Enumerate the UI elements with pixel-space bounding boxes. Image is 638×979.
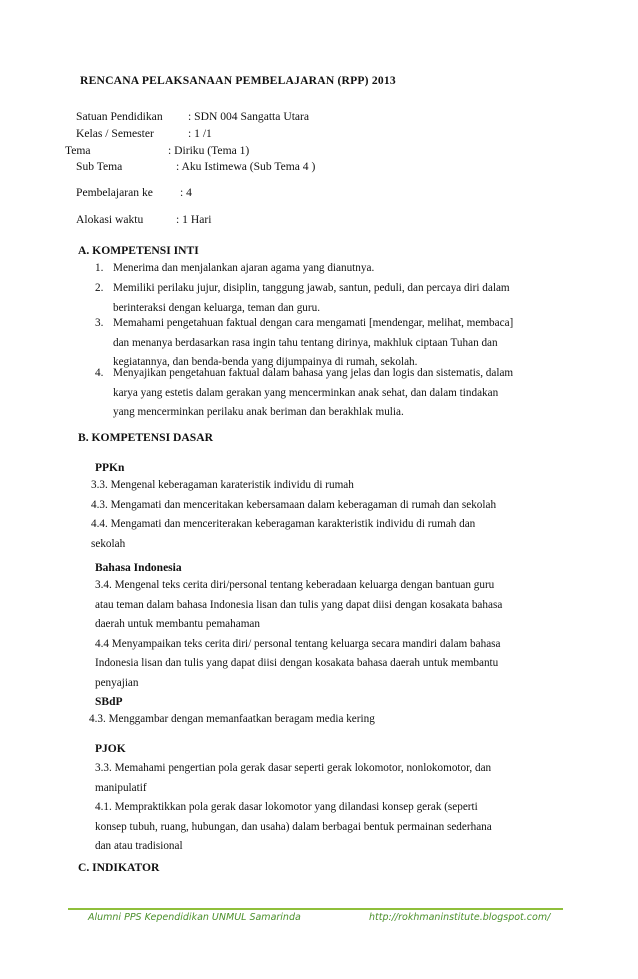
section-a-heading: A. KOMPETENSI INTI — [78, 244, 199, 257]
meta-label-subtema: Sub Tema — [76, 160, 123, 173]
kd-line: 4.4. Mengamati dan menceriterakan keberagaman karakteristik individu di rumah dan — [91, 518, 476, 531]
kd-line: Indonesia lisan dan tulis yang dapat diisi dengan kosakata bahasa daerah untuk membantu — [95, 657, 499, 670]
meta-value-alokasi: : 1 Hari — [176, 213, 212, 226]
ki-item-line: Memiliki perilaku jujur, disiplin, tanggung jawab, santun, peduli, dan percaya diri dalam — [113, 282, 510, 294]
footer-url-link[interactable]: http://rokhmaninstitute.blogspot.com/ — [369, 912, 551, 923]
meta-value-satuan: : SDN 004 Sangatta Utara — [188, 110, 310, 123]
meta-value-pembelajaran: : 4 — [180, 186, 192, 199]
ki-item-line: Menyajikan pengetahuan faktual dalam bahasa yang jelas dan logis dan sistematis, dalam — [113, 367, 514, 379]
ki-item-number: 2. — [95, 282, 104, 294]
ki-item-number: 1. — [95, 262, 104, 274]
meta-value-tema: : Diriku (Tema 1) — [168, 144, 250, 157]
subject-pjok-content — [95, 759, 563, 857]
kd-line: 3.3. Mengenal keberagaman karateristik individu di rumah — [91, 479, 354, 491]
ki-item-line: yang mencerminkan perilaku anak beriman dan berakhlak mulia. — [113, 406, 404, 419]
kd-line: daerah untuk membantu pemahaman — [95, 618, 260, 631]
subject-bahasa-content — [95, 576, 563, 694]
meta-label-pembelajaran: Pembelajaran ke — [76, 186, 153, 199]
subject-bahasa-title: Bahasa Indonesia — [95, 562, 182, 574]
subject-sbdp-title: SBdP — [95, 696, 123, 708]
kd-line: 4.3. Menggambar dengan memanfaatkan beragam media kering — [89, 713, 375, 725]
ki-item-line: Memahami pengetahuan faktual dengan cara mengamati [mendengar, melihat, membaca] — [113, 317, 514, 329]
kd-line: 4.4 Menyampaikan teks cerita diri/ personal tentang keluarga secara mandiri dalam bahasa — [95, 637, 501, 650]
kd-line: penyajian — [95, 676, 139, 689]
meta-label-satuan: Satuan Pendidikan — [76, 110, 163, 123]
meta-value-kelas: : 1 /1 — [188, 127, 212, 140]
ki-item-line: karya yang estetis dalam gerakan yang mencerminkan anak sehat, dan dalam tindakan — [113, 386, 499, 399]
kd-line: 3.4. Mengenal teks cerita diri/personal tentang keberadaan keluarga dengan bantuan guru — [95, 579, 495, 591]
meta-value-subtema: : Aku Istimewa (Sub Tema 4 ) — [176, 160, 316, 173]
ki-item-line: Menerima dan menjalankan ajaran agama yang dianutnya. — [113, 262, 375, 274]
meta-label-alokasi: Alokasi waktu — [76, 213, 144, 226]
meta-label-kelas: Kelas / Semester — [76, 127, 154, 140]
kd-line: sekolah — [91, 537, 126, 550]
document-title: RENCANA PELAKSANAAN PEMBELAJARAN (RPP) 2013 — [80, 74, 396, 87]
ki-item-number: 4. — [95, 367, 104, 379]
subject-ppkn-content — [91, 476, 563, 554]
subject-pjok-title: PJOK — [95, 743, 126, 755]
kd-line: 4.1. Mempraktikkan pola gerak dasar lokomotor yang dilandasi konsep gerak (seperti — [95, 801, 478, 814]
ki-item-line: dan menanya berdasarkan rasa ingin tahu tentang dirinya, makhluk ciptaan Tuhan dan — [113, 336, 498, 349]
ki-item-number: 3. — [95, 317, 104, 329]
footer-left-text: Alumni PPS Kependidikan UNMUL Samarinda — [88, 912, 301, 923]
meta-label-tema: Tema — [65, 144, 91, 157]
kd-line: dan atau tradisional — [95, 840, 183, 853]
kd-line: 3.3. Memahami pengertian pola gerak dasar seperti gerak lokomotor, nonlokomotor, dan — [95, 762, 492, 774]
ki-item-line: berinteraksi dengan keluarga, teman dan guru. — [113, 301, 320, 314]
subject-ppkn-title: PPKn — [95, 462, 125, 474]
footer-divider — [68, 908, 563, 910]
kd-line: atau teman dalam bahasa Indonesia lisan dan tulis yang dapat diisi dengan kosakata bahasa — [95, 598, 503, 611]
kd-line: manipulatif — [95, 781, 147, 794]
ki-item-line: kegiatannya, dan benda-benda yang dijumpainya di rumah, sekolah. — [113, 356, 418, 369]
section-c-heading: C. INDIKATOR — [78, 861, 160, 874]
kd-line: konsep tubuh, ruang, hubungan, dan usaha) dalam berbagai bentuk permainan sederhana — [95, 820, 492, 833]
kd-line: 4.3. Mengamati dan menceritakan kebersamaan dalam keberagaman di rumah dan sekolah — [91, 498, 497, 511]
section-b-heading: B. KOMPETENSI DASAR — [78, 431, 213, 444]
subject-sbdp-content — [89, 710, 563, 730]
